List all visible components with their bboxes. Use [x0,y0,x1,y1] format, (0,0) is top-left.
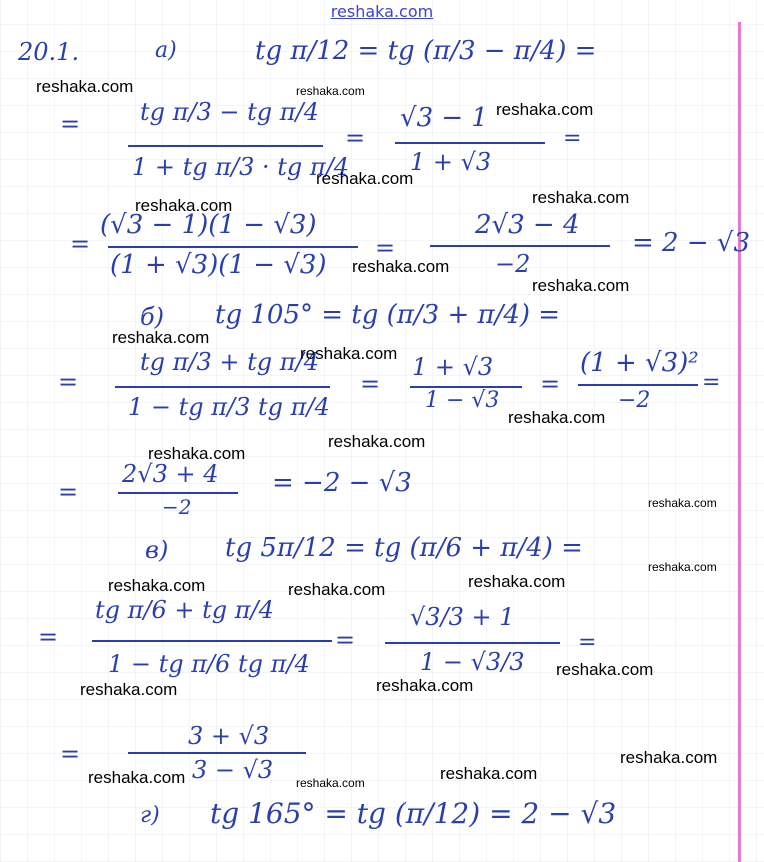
part-b-line1: tg 105° = tg (π/3 + π/4) = [215,300,561,330]
watermark: reshaka.com [36,77,134,96]
fraction-bar [108,246,358,248]
part-a-den2: 1 + √3 [410,148,492,176]
fraction-bar [395,142,545,144]
equals-sign: = [563,126,582,151]
part-a-num4: 2√3 − 4 [475,210,580,240]
fraction-bar [92,640,332,642]
problem-number: 20.1. [18,38,80,66]
part-a-result: = 2 − √3 [632,228,751,258]
watermark: reshaka.com [108,576,206,595]
equals-sign: = [702,370,721,395]
equals-sign: = [375,234,396,262]
part-a-num3: (√3 − 1)(1 − √3) [100,210,317,240]
part-v-den3: 3 − √3 [192,756,274,784]
header-watermark: reshaka.com [330,2,434,21]
margin-line [738,22,741,862]
part-a-den4: −2 [495,250,531,278]
fraction-bar [118,492,238,494]
part-g-label: г) [140,803,160,828]
part-a-den1: 1 + tg π/3 · tg π/4 [132,153,350,181]
part-g-line1: tg 165° = tg (π/12) = 2 − √3 [210,797,617,830]
watermark: reshaka.com [148,444,246,463]
equals-sign: = [70,230,91,258]
part-a-num2: √3 − 1 [400,103,488,133]
part-b-den2: 1 − √3 [425,388,500,413]
equals-sign: = [335,626,356,654]
equals-sign: = [58,478,79,506]
part-v-line1: tg 5π/12 = tg (π/6 + π/4) = [225,533,583,563]
equals-sign: = [578,630,597,655]
watermark: reshaka.com [620,748,718,767]
equals-sign: = [60,110,81,138]
watermark: reshaka.com [112,328,210,347]
equals-sign: = [345,124,366,152]
equals-sign: = [540,370,561,398]
equals-sign: = [60,740,81,768]
fraction-bar [430,245,610,247]
fraction-bar [128,145,323,147]
watermark: reshaka.com [468,572,566,591]
part-b-num1: tg π/3 + tg π/4 [140,348,319,376]
equals-sign: = [58,368,79,396]
part-v-den1: 1 − tg π/6 tg π/4 [108,650,310,678]
watermark: reshaka.com [556,660,654,679]
part-b-num3: (1 + √3)² [580,348,699,378]
part-b-den1: 1 − tg π/3 tg π/4 [128,393,330,421]
watermark: reshaka.com [496,100,594,119]
part-b-den3: −2 [618,388,651,413]
watermark: reshaka.com [352,257,450,276]
part-a-label: а) [155,38,177,63]
part-v-den2: 1 − √3/3 [420,648,525,676]
watermark: reshaka.com [316,169,414,188]
equals-sign: = [38,623,59,651]
part-v-num1: tg π/6 + tg π/4 [95,596,274,624]
watermark: reshaka.com [300,344,398,363]
watermark: reshaka.com [328,432,426,451]
watermark: reshaka.com [80,680,178,699]
fraction-bar [385,642,560,644]
part-b-den4: −2 [162,495,192,519]
watermark: reshaka.com [296,84,365,98]
watermark: reshaka.com [288,580,386,599]
fraction-bar [578,384,698,386]
watermark: reshaka.com [88,768,186,787]
part-b-num2: 1 + √3 [412,353,494,381]
watermark: reshaka.com [296,776,365,790]
watermark: reshaka.com [508,408,606,427]
part-v-num3: 3 + √3 [188,722,270,750]
part-b-num4: 2√3 + 4 [122,460,219,488]
part-v-label: в) [145,536,169,564]
fraction-bar [115,386,330,388]
watermark: reshaka.com [648,496,717,510]
watermark: reshaka.com [648,560,717,574]
watermark: reshaka.com [440,764,538,783]
part-a-den3: (1 + √3)(1 − √3) [110,250,327,280]
watermark: reshaka.com [376,676,474,695]
watermark: reshaka.com [135,196,233,215]
part-b-label: б) [140,303,165,331]
part-b-result: = −2 − √3 [272,468,412,498]
part-a-num1: tg π/3 − tg π/4 [140,98,319,126]
part-v-num2: √3/3 + 1 [410,603,515,631]
equals-sign: = [360,370,381,398]
fraction-bar [128,752,306,754]
watermark: reshaka.com [532,188,630,207]
part-a-line1: tg π/12 = tg (π/3 − π/4) = [255,36,597,66]
watermark: reshaka.com [532,276,630,295]
